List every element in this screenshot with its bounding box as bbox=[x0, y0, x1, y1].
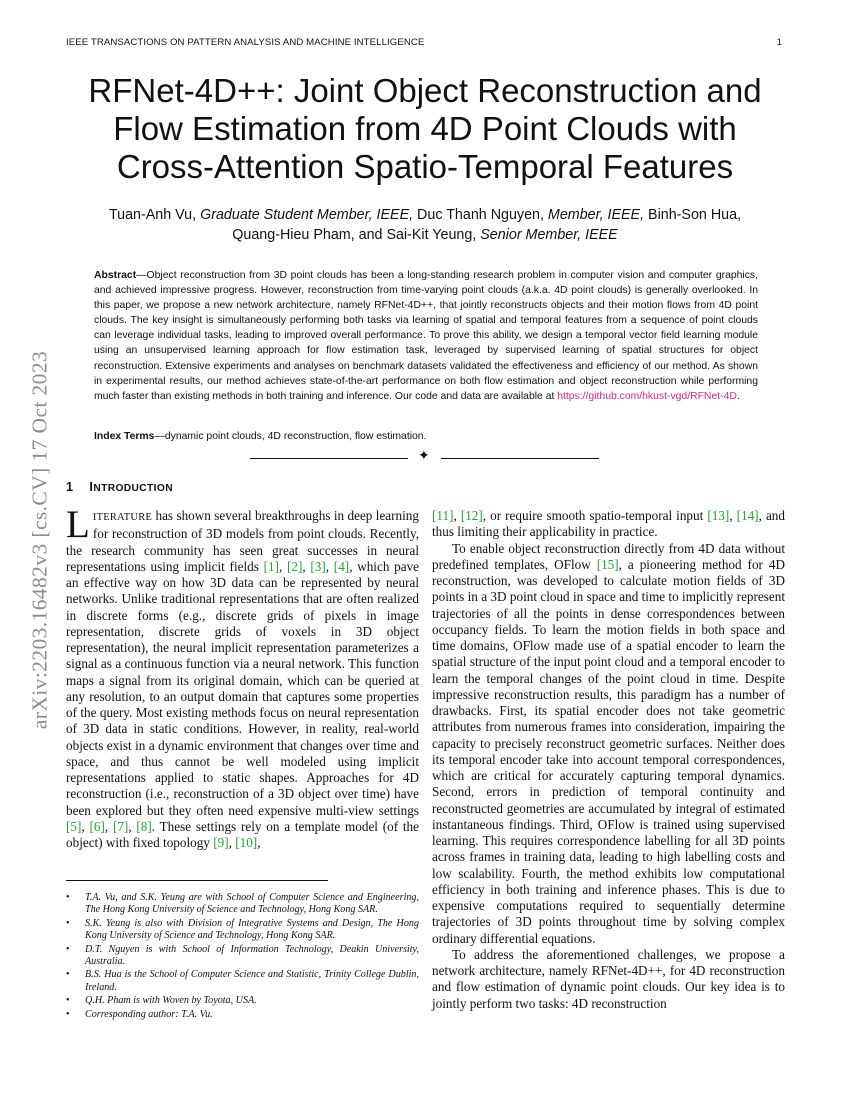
smallcaps-lead: ITERATURE bbox=[92, 512, 153, 523]
paragraph-text: , or require smooth spatio-temporal input bbox=[482, 508, 708, 523]
separator-line-left bbox=[250, 458, 408, 459]
bullet-icon: • bbox=[66, 892, 70, 903]
citation-link[interactable]: [14] bbox=[736, 508, 759, 523]
bullet-icon: • bbox=[66, 995, 70, 1007]
footnote-item bbox=[66, 892, 419, 917]
citation-separator: , bbox=[81, 818, 90, 834]
intro-paragraph-3: To address the aforementioned challenges, we propose a network architecture, namely RFNet-4D++, for 4D reconstruction and flow estimation of dynamic point clouds. Our key idea is to jointly perform two tasks: 4D reconstruction bbox=[432, 946, 785, 1011]
abstract bbox=[94, 268, 758, 404]
citation-link[interactable]: [7] bbox=[112, 818, 129, 834]
footnote-text: D.T. Nguyen is with School of Information Technology, Deakin University, Australia. bbox=[85, 943, 419, 968]
footnote-text: Q.H. Pham is with Woven by Toyota, USA. bbox=[85, 995, 257, 1007]
author-name: Quang-Hieu Pham, and Sai-Kit Yeung, bbox=[232, 227, 481, 243]
citation-separator: , bbox=[729, 508, 737, 523]
footnote-item bbox=[66, 944, 419, 969]
title-line: RFNet-4D++: Joint Object Reconstruction and bbox=[88, 72, 762, 109]
paragraph-text: has shown several breakthroughs in deep learning for reconstruction of 3D models from point clouds. Recently, the research community has seen great successes in neural representations using implicit fields bbox=[66, 508, 419, 574]
drop-cap: L bbox=[66, 503, 90, 546]
citation-link[interactable]: [15] bbox=[596, 556, 619, 572]
footnote-text: Corresponding author: T.A. Vu. bbox=[85, 1008, 213, 1020]
citation-link[interactable]: [6] bbox=[89, 818, 105, 834]
section-title-initial: I bbox=[89, 480, 94, 494]
citation-link[interactable]: [8] bbox=[136, 818, 152, 834]
footnotes bbox=[66, 892, 419, 1022]
author-line-1 bbox=[0, 205, 850, 225]
author-list bbox=[0, 205, 850, 245]
code-link[interactable]: https://github.com/hkust-vgd/RFNet-4D bbox=[557, 390, 737, 402]
author-name: Tuan-Anh Vu, bbox=[108, 207, 201, 223]
separator-line-right bbox=[441, 458, 599, 459]
footnote-text: B.S. Hua is the School of Computer Science and Statistic, Trinity College Dublin, Ireland. bbox=[85, 969, 419, 993]
page-number: 1 bbox=[776, 37, 782, 48]
author-name: Binh-Son Hua, bbox=[644, 207, 742, 223]
intro-paragraph-1 bbox=[66, 503, 420, 851]
paragraph-text: , which pave an effective way on how 3D data can be represented by neural networks. Unlike traditional representations that are often realized in discrete forms (e.g., discrete grids of pixels in image representation, discrete grids of voxels in 3D object representation), the neural implicit representation parameterizes a signal as a continuous function via a neural network. This function maps a signal from its original domain, which can be queried at any resolution, to an output domain that captures some properties of the query. Most existing methods focus on neural representation of 3D data in static conditions. However, in reality, real-world objects exist in a dynamic environment that changes over time and space, and thus cannot be well modeled using implicit representations applied to static shapes. Approaches for 4D reconstruction (i.e., reconstruction of a 3D object over time) have been explored but they often need expensive multi-view settings bbox=[66, 558, 420, 818]
paragraph-text: . These settings rely on a template model (of the object) with fixed topology bbox=[66, 818, 420, 850]
bullet-icon: • bbox=[66, 917, 70, 929]
author-role: Graduate Student Member, IEEE, bbox=[200, 207, 414, 223]
paragraph-text: , bbox=[257, 835, 261, 850]
author-role: Senior Member, IEEE bbox=[480, 227, 618, 243]
author-line-2 bbox=[0, 225, 850, 245]
title-line: Cross-Attention Spatio-Temporal Features bbox=[116, 148, 734, 185]
footnote-rule bbox=[66, 880, 328, 881]
index-terms-label: Index Terms bbox=[94, 431, 155, 442]
bullet-icon: • bbox=[66, 943, 70, 955]
footnote-item bbox=[66, 1009, 419, 1021]
citation-separator: , bbox=[453, 508, 461, 523]
right-column bbox=[432, 508, 785, 1012]
citation-link[interactable]: [11] bbox=[432, 508, 454, 523]
separator-diamond-icon: ✦ bbox=[418, 449, 430, 464]
citation-separator: , bbox=[325, 558, 334, 574]
bullet-icon: • bbox=[66, 969, 70, 981]
citation-separator: , bbox=[104, 818, 113, 834]
bullet-icon: • bbox=[66, 1008, 70, 1020]
paper-title bbox=[0, 72, 850, 186]
index-terms bbox=[94, 429, 758, 444]
index-terms-text: —dynamic point clouds, 4D reconstruction, flow estimation. bbox=[154, 431, 427, 442]
citation-link[interactable]: [1] bbox=[263, 558, 279, 574]
citation-link[interactable]: [9] bbox=[213, 835, 229, 850]
abstract-text: —Object reconstruction from 3D point clouds has been a long-standing research problem in computer vision and computer graphics, and achieved impressive progress. However, reconstruction from time-varying point clouds (a.k.a. 4D point clouds) is generally overlooked. In this paper, we propose a new network architecture, namely RFNet-4D++, that jointly reconstructs objects and their motion flows from 4D point clouds. The key insight is simultaneously performing both tasks via learning of spatial and temporal features from a sequence of point clouds can leverage individual tasks, leading to improved overall performance. To prove this ability, we design a temporal vector field learning module using an unsupervised learning approach for flow estimation task, leveraged by supervised learning of spatial structures for object reconstruction. Extensive experiments and analyses on benchmark datasets validated the effectiveness and efficiency of our method. As shown in experimental results, our method achieves state-of-the-art performance on both flow estimation and object reconstruction while performing much faster than existing methods in both training and inference. Our code and data are available at bbox=[94, 270, 758, 402]
arxiv-stamp: arXiv:2203.16482v3 [cs.CV] 17 Oct 2023 bbox=[27, 350, 52, 730]
footnote-item bbox=[66, 969, 419, 994]
citation-separator: , bbox=[228, 835, 236, 850]
citation-separator: , bbox=[128, 818, 137, 834]
footnote-item bbox=[66, 918, 419, 943]
author-role: Member, IEEE, bbox=[547, 207, 645, 223]
intro-paragraph-continued bbox=[432, 508, 785, 541]
citation-link[interactable]: [4] bbox=[333, 558, 350, 574]
citation-link[interactable]: [10] bbox=[235, 835, 258, 850]
title-line: Flow Estimation from 4D Point Clouds with bbox=[113, 110, 737, 147]
citation-link[interactable]: [2] bbox=[286, 558, 303, 574]
citation-link[interactable]: [5] bbox=[66, 818, 82, 834]
footnote-text: S.K. Yeung is also with Division of Integrative Systems and Design, The Hong Kong University of Science and Technology, Hong Kong SAR. bbox=[85, 917, 419, 942]
section-heading bbox=[66, 480, 173, 494]
paragraph-text: To enable object reconstruction directly from 4D data without predefined templates, OFlow bbox=[432, 540, 785, 572]
paragraph-text: , a pioneering method for 4D reconstruction, was developed to calculate motion fields of 3D points in a 3D point cloud in space and time to implicitly represent trajectories of all the points in dense correspondences between occupancy fields. To learn the motion fields in both space and time domains, OFlow made use of a spatial encoder to learn the spatial structure of the input point cloud and a temporal encoder to learn the temporal changes of the point cloud in time. Despite impressive reconstruction results, this paradigm has a number of drawbacks. First, its spatial encoder does not take geometric attributes from numerous frames into consideration, impairing the capacity to precisely reconstruct geometric surfaces. Neither does its temporal encoder take into account temporal correspondences, which are critical for accurately capturing temporal dynamics. Second, errors in prediction of temporal continuity and reconstructed geometries are accumulated by integral of estimated instantaneous findings. Third, OFlow is trained using supervised learning. This requires correspondence labelling for all 3D points across frames in training data, leading to high labelling costs and low scalability. Fourth, the method exhibits low computational efficiency in both training and inference phases. This is due to expensive computations required to sequentially determine trajectories of 3D points throughout time by solving complex ordinary differential equations. bbox=[432, 556, 785, 946]
running-header-journal: IEEE TRANSACTIONS ON PATTERN ANALYSIS AND MACHINE INTELLIGENCE bbox=[66, 37, 425, 48]
citation-separator: , bbox=[278, 558, 287, 574]
citation-separator: , bbox=[302, 558, 311, 574]
footnote-item bbox=[66, 995, 419, 1007]
author-name: Duc Thanh Nguyen, bbox=[413, 207, 548, 223]
left-column bbox=[66, 503, 420, 851]
citation-link[interactable]: [3] bbox=[310, 558, 326, 574]
abstract-end: . bbox=[736, 390, 740, 402]
section-title-rest: NTRODUCTION bbox=[93, 483, 173, 494]
abstract-label: Abstract bbox=[94, 270, 137, 281]
footnote-text: T.A. Vu, and S.K. Yeung are with School of Computer Science and Engineering, The Hong Kong University of Science and Technology, Hong Kong SAR. bbox=[85, 892, 419, 916]
citation-link[interactable]: [13] bbox=[707, 508, 730, 523]
paragraph-text: , and thus limiting their applicability in practice. bbox=[432, 508, 785, 540]
citation-link[interactable]: [12] bbox=[460, 508, 483, 523]
section-number: 1 bbox=[66, 480, 74, 494]
intro-paragraph-2 bbox=[432, 541, 785, 947]
